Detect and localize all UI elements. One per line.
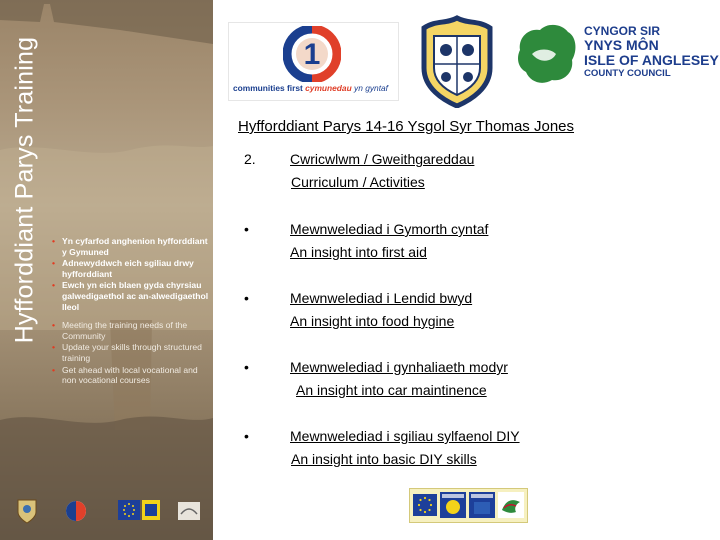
list-item-welsh: Mewnwelediad i Lendid bwyd (290, 290, 473, 306)
council-line4: COUNTY COUNCIL (584, 68, 671, 79)
list-item-marker: • (244, 359, 249, 375)
anglesey-map-icon (514, 20, 580, 88)
list-item-english: An insight into car maintinence (296, 382, 487, 398)
eu-flag-logo-2 (142, 500, 160, 520)
sidebar-bullet: • Ewch yn eich blaen gyda chyrsiau galwedigaethol ac an-alwedigaethol lleol (52, 280, 210, 312)
list-item-english: An insight into first aid (290, 244, 427, 260)
communities-first-numeral: 1 (303, 38, 321, 71)
cf-caption-part1: communities first (233, 83, 303, 93)
page-title: Hyfforddiant Parys 14-16 Ysgol Syr Thomas Jones (238, 118, 575, 135)
sidebar-title (3, 0, 47, 380)
footer-logo-strip (409, 488, 528, 523)
sidebar-panel (0, 0, 213, 540)
council-line2: YNYS MÔN (584, 37, 659, 53)
footer-esf-logo-icon (440, 492, 466, 518)
sidebar-bullet-list (52, 236, 210, 387)
footer-erdf-logo-icon (469, 492, 495, 518)
sidebar-title-text: Hyfforddiant Parys Training (10, 36, 39, 344)
council-logo (514, 18, 719, 90)
list-item-welsh: Mewnwelediad i gynhaliaeth modyr (290, 359, 508, 375)
list-item-welsh: Mewnwelediad i Gymorth cyntaf (290, 221, 489, 237)
cf-caption-part2: cymunedau (305, 83, 352, 93)
communities-first-logo (64, 498, 88, 524)
sidebar-bullet: • Update your skills through structured training (52, 342, 210, 363)
communities-first-emblem-icon (283, 26, 341, 82)
list-item-marker: 2. (244, 151, 256, 167)
crest-logo (16, 498, 38, 524)
eu-flag-logo (118, 500, 140, 520)
list-item-marker: • (244, 290, 249, 306)
council-name (584, 24, 719, 80)
footer-eu-flag-icon (413, 492, 437, 518)
list-item-marker: • (244, 221, 249, 237)
cf-caption-part3: yn gyntaf (354, 83, 389, 93)
list-item-english: An insight into basic DIY skills (291, 451, 477, 467)
sidebar-bullet: • Meeting the training needs of the Community (52, 320, 210, 341)
footer-welsh-gov-logo-icon (498, 492, 524, 518)
school-crest-logo (416, 14, 498, 108)
list-item-english: An insight into food hygine (290, 313, 455, 329)
sidebar-bullet: • Adnewyddwch eich sgiliau drwy hyfforddiant (52, 258, 210, 279)
partner-logo (176, 498, 202, 524)
council-line3: ISLE OF ANGLESEY (584, 52, 719, 68)
communities-first-banner-logo (228, 22, 399, 101)
sidebar-bullet: • Yn cyfarfod anghenion hyfforddiant y Gymuned (52, 236, 210, 257)
list-item-marker: • (244, 428, 249, 444)
communities-first-caption (233, 83, 388, 93)
sidebar-bullet: • Get ahead with local vocational and non vocational courses (52, 365, 210, 386)
list-item-welsh: Cwricwlwm / Gweithgareddau (290, 151, 475, 167)
list-item-english: Curriculum / Activities (291, 174, 425, 190)
council-line1: CYNGOR SIR (584, 24, 661, 38)
list-item-welsh: Mewnwelediad i sgiliau sylfaenol DIY (290, 428, 520, 444)
